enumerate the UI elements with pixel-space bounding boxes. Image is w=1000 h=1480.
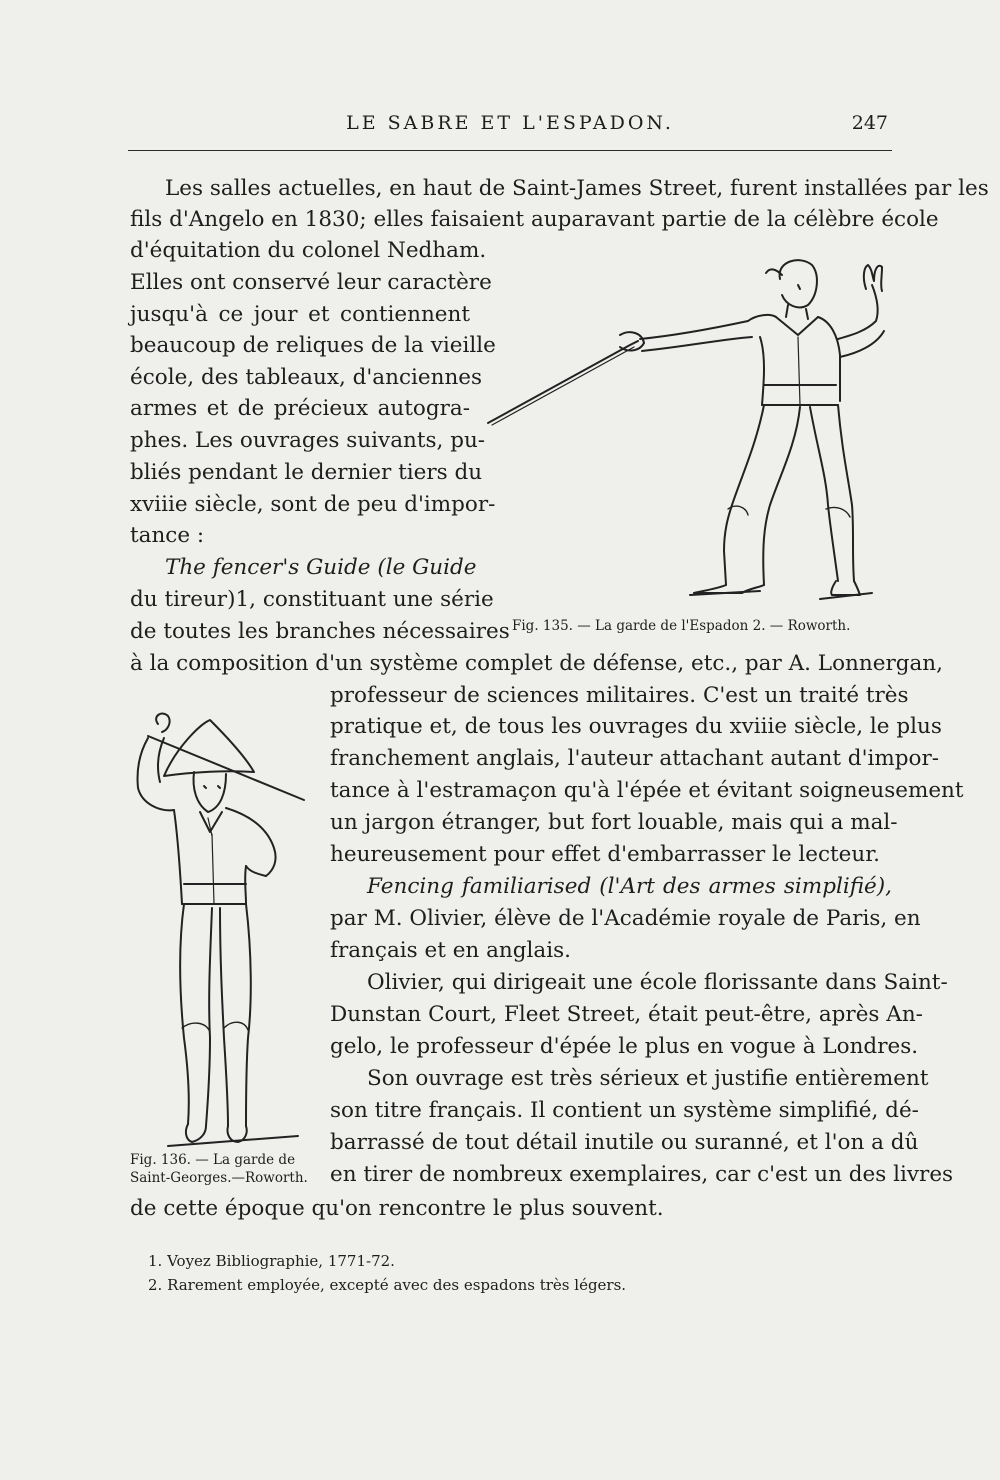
text-line: beaucoup de reliques de la vieille [130,333,496,358]
text-line: un jargon étranger, but fort louable, mais qui a mal- [330,810,898,835]
text-line: phes. Les ouvrages suivants, pu- [130,428,486,453]
figure-135-caption: Fig. 135. — La garde de l'Espadon 2. — Roworth. [512,618,851,634]
text-line: Olivier, qui dirigeait une école florissante dans Saint- [367,970,948,995]
text-line: Elles ont conservé leur caractère [130,270,492,295]
text-line: en tirer de nombreux exemplaires, car c'est un des livres [330,1162,954,1187]
text-line: français et en anglais. [330,938,571,963]
text-line: xviiie siècle, sont de peu d'impor- [130,492,496,517]
figure-136-caption-line1: Fig. 136. — La garde de [130,1152,296,1168]
text-line-italic-title: Fencing familiarised (l'Art des armes simplifié), [367,874,892,899]
text-line: Son ouvrage est très sérieux et justifie entièrement [367,1066,929,1091]
text-line: du tireur)1, constituant une série [130,587,494,612]
figure-136-caption-line2: Saint-Georges.—Roworth. [130,1170,308,1186]
text-line: barrassé de tout détail inutile ou suranné, et l'on a dû [330,1130,919,1155]
text-line: fils d'Angelo en 1830; elles faisaient auparavant partie de la célèbre école [130,207,939,232]
text-line: armes et de précieux autogra- [130,396,470,421]
text-line: de toutes les branches nécessaires [130,619,510,644]
page-number: 247 [851,112,888,134]
running-head [128,112,892,142]
figure-136-illustration [118,708,318,1148]
text-line: heureusement pour effet d'embarrasser le lecteur. [330,842,880,867]
text-line: d'équitation du colonel Nedham. [130,238,487,263]
text-line: bliés pendant le dernier tiers du [130,460,483,485]
figure-135-illustration [480,255,890,615]
text-line: tance à l'estramaçon qu'à l'épée et évitant soigneusement [330,778,964,803]
text-line: jusqu'à ce jour et contiennent [130,302,470,327]
text-line: par M. Olivier, élève de l'Académie royale de Paris, en [330,906,921,931]
text-line: à la composition d'un système complet de défense, etc., par A. Lonnergan, [130,651,943,676]
text-line: franchement anglais, l'auteur attachant autant d'impor- [330,746,939,771]
text-line: de cette époque qu'on rencontre le plus souvent. [130,1196,664,1221]
text-line-italic-title: The fencer's Guide (le Guide [165,555,477,580]
running-title: LE SABRE ET L'ESPADON. [346,112,674,134]
text-line: école, des tableaux, d'anciennes [130,365,483,390]
footnote-2: 2. Rarement employée, excepté avec des espadons très légers. [148,1276,627,1294]
text-line: gelo, le professeur d'épée le plus en vogue à Londres. [330,1034,919,1059]
text-line: Les salles actuelles, en haut de Saint-James Street, furent installées par les [165,176,989,201]
text-line: son titre français. Il contient un système simplifié, dé- [330,1098,919,1123]
text-line: professeur de sciences militaires. C'est un traité très [330,683,909,708]
header-rule [128,150,892,151]
text-line: tance : [130,523,205,548]
text-line: pratique et, de tous les ouvrages du xviiie siècle, le plus [330,714,942,739]
footnote-1: 1. Voyez Bibliographie, 1771-72. [148,1252,395,1270]
text-line: Dunstan Court, Fleet Street, était peut-être, après An- [330,1002,923,1027]
